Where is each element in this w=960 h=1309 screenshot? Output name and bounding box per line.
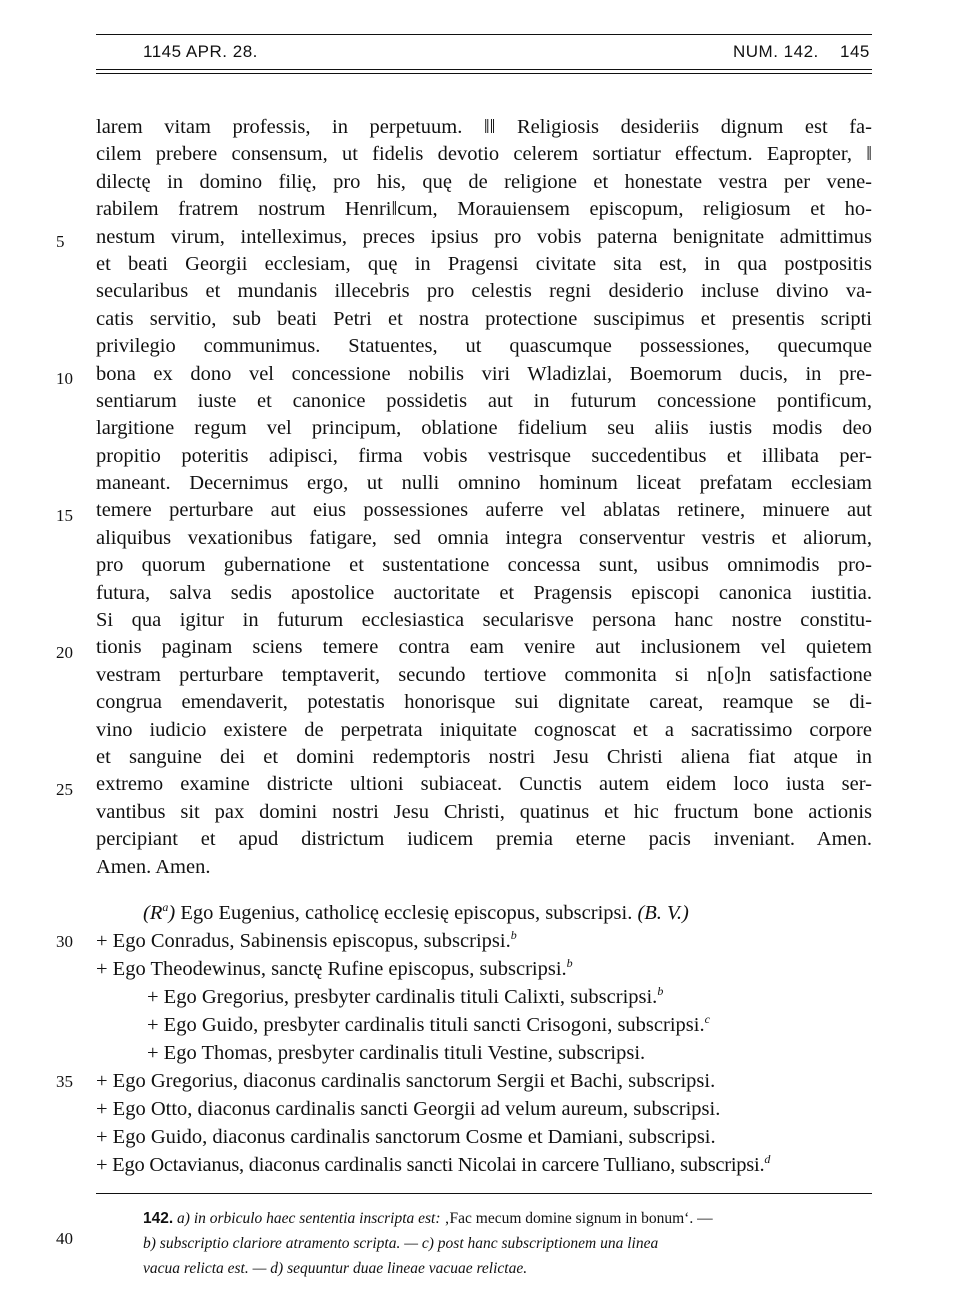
- subscription-line: [96, 956, 573, 983]
- subscription-line: [96, 1068, 715, 1095]
- text-line: Si qua igitur in futurum ecclesiastica secularisve persona hanc nostre constitu-: [96, 609, 872, 632]
- subscription-text: + Ego Otto, diaconus cardinalis sancti Georgii ad velum aureum, subscripsi.: [96, 1098, 721, 1120]
- text-line: cilem prebere consensum, ut fidelis devotio celerem sortiatur effectum. Eapropter, ǁ: [96, 143, 872, 166]
- footnote-text: vacua relicta est. —: [143, 1260, 271, 1277]
- header-bottom-rule: [96, 69, 872, 70]
- footnote-text: sequuntur duae lineae vacuae relictae.: [283, 1260, 528, 1277]
- subscription-text: + Ego Gregorius, diaconus cardinalis sanctorum Sergii et Bachi, subscripsi.: [96, 1070, 716, 1092]
- header-page-number: 145: [840, 42, 870, 61]
- text-line: sentiarum iuste et canonice possidetis aut in futurum concessione pontificum,: [96, 389, 872, 412]
- subscription-text: + Ego Guido, diaconus cardinalis sanctorum Cosme et Damiani, subscripsi.: [96, 1126, 716, 1148]
- subscription-line: [96, 1096, 720, 1123]
- subscription-line: [147, 984, 663, 1011]
- footnote-quote: ‚Fac mecum domine signum in bonum‘. —: [444, 1210, 713, 1227]
- rota-mark-close: ): [168, 902, 176, 924]
- header-bottom-rule-2: [96, 73, 872, 74]
- text-line: temere perturbare aut eius possessiones auferre vel ablatas retinere, minuere aut: [96, 499, 872, 522]
- line-number: 40: [56, 1229, 73, 1248]
- footnote-ref: b: [657, 984, 664, 999]
- rota-mark: (R: [143, 902, 163, 924]
- text-line: et beati Georgii ecclesiam, quę in Pragensi civitate sita est, in qua postpositis: [96, 252, 872, 275]
- text-line: futura, salva sedis apostolice auctoritate et Pragensis episcopi canonica iustitia.: [96, 581, 872, 604]
- footnote-mark: d): [270, 1260, 284, 1277]
- footnote-ref: b: [510, 928, 517, 943]
- footnote-ref: c: [704, 1012, 710, 1027]
- papal-subscription-text: Ego Eugenius, catholicę ecclesię episcopus, subscripsi.: [175, 902, 638, 924]
- subscription-line: [96, 1124, 716, 1151]
- header-top-rule: [96, 34, 872, 35]
- footnote-rule: [96, 1193, 872, 1194]
- footnote-line: [143, 1256, 871, 1282]
- text-line: nestum virum, intelleximus, preces ipsius pro vobis paterna benignitate admittimus: [96, 225, 872, 248]
- subscription-line: [96, 1152, 770, 1179]
- subscription-line: [147, 1012, 710, 1039]
- footnote-ref: a: [162, 900, 169, 915]
- subscription-text: + Ego Theodewinus, sanctę Rufine episcopus, subscripsi.: [96, 958, 567, 980]
- header-date: 1145 APR. 28.: [143, 42, 258, 61]
- footnote-text: in orbiculo haec sententia inscripta est:: [189, 1210, 445, 1227]
- footnote-mark: b): [143, 1235, 156, 1252]
- text-line: largitione regum vel principum, oblatione fidelium seu aliis iustis modis deo: [96, 417, 872, 440]
- text-line: secularibus et mundanis illecebris pro celestis regni desiderio incluse divino va-: [96, 280, 872, 303]
- footnote-mark: c): [421, 1235, 434, 1252]
- footnote-line: [143, 1231, 871, 1257]
- text-line: vino iudicio existere de perpetrata iniquitate cognoscat et a sacratissimo corpore: [96, 718, 872, 741]
- line-number: 35: [56, 1072, 73, 1091]
- text-line: extremo examine districte ultioni subiaceat. Cunctis autem eidem loco iusta ser-: [96, 773, 872, 796]
- line-number: 10: [56, 369, 73, 388]
- subscription-text: + Ego Gregorius, presbyter cardinalis tituli Calixti, subscripsi.: [147, 986, 658, 1008]
- text-line: percipiant et apud districtum iudicem premia eterne pacis inveniant. Amen.: [96, 828, 872, 851]
- footnote-ref: b: [566, 956, 573, 971]
- line-number: 15: [56, 506, 73, 525]
- text-line: tionis paginam sciens temere contra eam venire aut inclusionem vel quietem: [96, 636, 872, 659]
- header-document-number: NUM. 142.: [733, 42, 819, 61]
- subscription-line: [147, 1040, 645, 1067]
- subscription-text: + Ego Thomas, presbyter cardinalis tituli Vestine, subscripsi.: [147, 1042, 646, 1064]
- line-number: 20: [56, 643, 73, 662]
- text-line: propitio poteritis adipisci, firma vobis vestrisque succedentibus et illibata per-: [96, 444, 872, 467]
- footnote-line: [143, 1206, 871, 1232]
- text-line: privilegio communimus. Statuentes, ut quascumque possessiones, quecumque: [96, 335, 872, 358]
- footnote-ref: d: [764, 1152, 771, 1167]
- text-line: catis servitio, sub beati Petri et nostra protectione suscipimus et presentis scripti: [96, 307, 872, 330]
- text-line: vestram perturbare temptaverit, secundo tertiove commonita si n[o]n satisfactione: [96, 663, 872, 686]
- subscription-text: + Ego Guido, presbyter cardinalis tituli sancti Crisogoni, subscripsi.: [147, 1014, 705, 1036]
- subscription-line: [96, 928, 517, 955]
- text-line: rabilem fratrem nostrum Henriǁcum, Morauiensem episcopum, religiosum et ho-: [96, 198, 872, 221]
- charter-text: [96, 114, 872, 881]
- line-number: 30: [56, 932, 73, 951]
- bene-valete-mark: (B. V.): [637, 902, 689, 924]
- text-line: dilectę in domino filię, pro his, quę de religione et honestate vestra per vene-: [96, 170, 872, 193]
- subscription-text: + Ego Octavianus, diaconus cardinalis sancti Nicolai in carcere Tulliano, subscripsi.: [96, 1154, 765, 1176]
- footnote-mark: a): [177, 1210, 190, 1227]
- text-line: aliquibus vexationibus fatigare, sed omnia integra conserventur vestris et aliorum,: [96, 526, 872, 549]
- text-line: et sanguine dei et domini redemptoris nostri Jesu Christi aliena fiat atque in: [96, 745, 872, 768]
- footnote-document-number: 142.: [143, 1210, 174, 1227]
- papal-subscription: [143, 900, 689, 927]
- subscription-text: + Ego Conradus, Sabinensis episcopus, subscripsi.: [96, 930, 511, 952]
- text-line: larem vitam professis, in perpetuum. ǁǁ Religiosis desideriis dignum est fa-: [96, 116, 872, 138]
- text-line: Amen. Amen.: [96, 855, 211, 878]
- line-number: 25: [56, 780, 73, 799]
- footnote-text: post hanc subscriptionem una linea: [433, 1235, 659, 1252]
- text-line: vantibus sit pax domini nostri Jesu Christi, quatinus et hic fructum bone actionis: [96, 800, 872, 823]
- line-number: 5: [56, 232, 65, 251]
- footnote-text: subscriptio clariore atramento scripta. —: [155, 1235, 422, 1252]
- text-line: congrua emendaverit, potestatis honorisque sui dignitate careat, reamque se di-: [96, 691, 872, 714]
- text-line: bona ex dono vel concessione nobilis viri Wladizlai, Boemorum ducis, in pre-: [96, 362, 872, 385]
- text-line: maneant. Decernimus ergo, ut nulli omnino hominum liceat prefatam ecclesiam: [96, 472, 872, 495]
- text-line: pro quorum gubernatione et sustentatione concessa sunt, usibus omnimodis pro-: [96, 554, 872, 577]
